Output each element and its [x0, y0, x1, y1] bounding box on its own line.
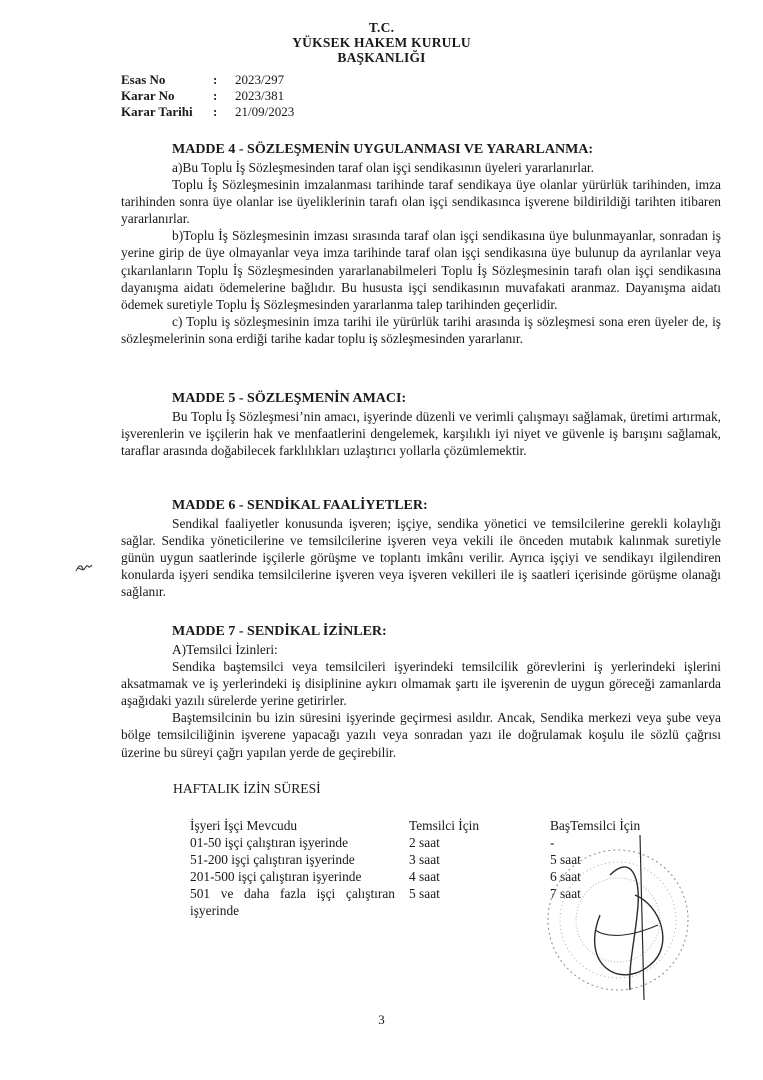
section-madde-4: [121, 141, 721, 347]
table-cell: 201-500 işçi çalıştıran işyerinde: [190, 869, 362, 884]
margin-initial-mark: [74, 556, 96, 576]
case-meta: [121, 72, 294, 120]
table-cell: 5 saat: [409, 886, 440, 901]
section-heading: MADDE 7 - SENDİKAL İZİNLER:: [172, 624, 387, 639]
section-madde-6: [121, 497, 721, 600]
table-header-cell: BaşTemsilci İçin: [550, 818, 641, 833]
meta-label: Karar No: [121, 88, 175, 103]
header-institution: YÜKSEK HAKEM KURULU: [292, 35, 471, 50]
paragraph: Baştemsilcinin bu izin süresini işyerinde geçirmesi asıldır. Ancak, Sendika merkezi veya şube veya bölge temsilciliğinin işverene yapacağı yazılı veya sonradan yazı ile doğrulamak koşulu ile sözlü çağrısı üzerine bu süreyi çağrı yapılan yerde de geçirebilir.: [121, 710, 721, 760]
table-cell: 6 saat: [550, 869, 581, 884]
paragraph: c) Toplu iş sözleşmesinin imza tarihi ile yürürlük tarihi arasında iş sözleşmesi sona eren üyeler de, iş sözleşmelerinin sona erdiği tarihe kadar toplu iş sözleşmesinden yararlanır.: [121, 313, 721, 346]
table-cell: 3 saat: [409, 852, 440, 867]
meta-value: 2023/297: [235, 72, 285, 87]
table-title: HAFTALIK İZİN SÜRESİ: [173, 781, 321, 796]
seal-stamp: [540, 815, 715, 1015]
table-cell: 2 saat: [409, 835, 440, 850]
document-header: [0, 20, 763, 65]
section-madde-5: [121, 390, 721, 459]
section-heading: MADDE 5 - SÖZLEŞMENİN AMACI:: [172, 391, 407, 406]
section-heading: MADDE 4 - SÖZLEŞMENİN UYGULANMASI VE YARARLANMA:: [172, 142, 594, 157]
meta-value: 2023/381: [235, 88, 285, 103]
paragraph: Sendika baştemsilci veya temsilcileri işyerindeki temsilcilik görevlerini iş yerlerindeki işlerini aksatmamak ve iş yerlerindeki iş disiplinine aykırı olmamak şartı ile işverenin de uygun göreceği zamanlarda aşağıdaki yazılı sürelerde yerine getirirler.: [121, 659, 721, 709]
table-header-cell: Temsilci İçin: [409, 818, 480, 833]
table-cell: 501 ve daha fazla işçi çalıştıran işyerinde: [190, 886, 395, 919]
page-number: 3: [378, 1012, 385, 1027]
section-madde-7: [121, 623, 721, 761]
paragraph: Toplu İş Sözleşmesinin imzalanması tarihinde taraf sendikaya üye olanlar yürürlük tarihinden, imza tarihinden sonra üye olanlar ise üyeliklerinin tarafı olan işçi sendikasınca işverene bildirildiği tarihten itibaren yararlanırlar.: [121, 177, 721, 227]
table-cell: 4 saat: [409, 869, 440, 884]
meta-label: Karar Tarihi: [121, 104, 193, 119]
meta-row-karar: [121, 88, 294, 104]
meta-row-tarih: [121, 104, 294, 120]
meta-colon: :: [213, 88, 218, 103]
table-cell: 01-50 işçi çalıştıran işyerinde: [190, 835, 349, 850]
meta-value: 21/09/2023: [235, 104, 295, 119]
paragraph: A)Temsilci İzinleri:: [172, 642, 278, 657]
meta-row-esas: [121, 72, 294, 88]
paragraph: Bu Toplu İş Sözleşmesi’nin amacı, işyerinde düzenli ve verimli çalışmayı sağlamak, üretimi artırmak, işverenlerin ve işçilerin hak ve menfaatlerini dengelemek, karşılıklı iyi niyet ve güvenle iş barışını sağlamak, taraflar arasında doğabilecek farklılıkları uzlaştırıcı yollarla çözümlemektir.: [121, 409, 721, 459]
meta-colon: :: [213, 72, 218, 87]
paragraph: a)Bu Toplu İş Sözleşmesinden taraf olan işçi sendikasının üyeleri yararlanırlar.: [172, 160, 594, 175]
header-tc: T.C.: [368, 20, 395, 35]
section-heading: MADDE 6 - SENDİKAL FAALİYETLER:: [172, 498, 428, 513]
table-cell: -: [550, 835, 555, 850]
paragraph: Sendikal faaliyetler konusunda işveren; işçiye, sendika yönetici ve temsilcilerine gerekli kolaylığı sağlar. Sendika yöneticilerine ve temsilcilerine işveren veya vekili ile önceden mutabık kalınmak suretiyle günün uygun saatlerinde işçilerle görüşme ve toplantı imkânı verilir. Ayrıca işçiyi ve sendikayı ilgilendiren konularda işyeri sendika temsilcilerine işveren veya işveren vekilleri ile iş saatleri içerisinde görüşme olanağı sağlanır.: [121, 516, 721, 600]
meta-colon: :: [213, 104, 218, 119]
table-header-cell: İşyeri İşçi Mevcudu: [190, 818, 298, 833]
meta-label: Esas No: [121, 72, 166, 87]
table-cell: 5 saat: [550, 852, 581, 867]
header-office: BAŞKANLIĞI: [337, 50, 426, 65]
paragraph: b)Toplu İş Sözleşmesinin imzası sırasında taraf olan işçi sendikasına üye bulunmayanlar, sonradan iş yerine girip de üye olmayanlar veya imza tarihinde taraf olan işçi sendikasına üye bulunup da ayrılanlar veya çıkarılanların Toplu İş Sözleşmesinden yararlanabilmeleri Toplu İş Sözleşmesinin tarafı olan işçi sendikasına dayanışma aidatı ödemelerine bağlıdır. Bu hususta işçi sendikasının muvafakati aranmaz. Dayanışma aidatı ödemek suretiyle Toplu İş Sözleşmesinden yararlanma talep tarihinden geçerlidir.: [121, 228, 721, 312]
table-cell: 51-200 işçi çalıştıran işyerinde: [190, 852, 355, 867]
table-cell: 7 saat: [550, 886, 581, 901]
